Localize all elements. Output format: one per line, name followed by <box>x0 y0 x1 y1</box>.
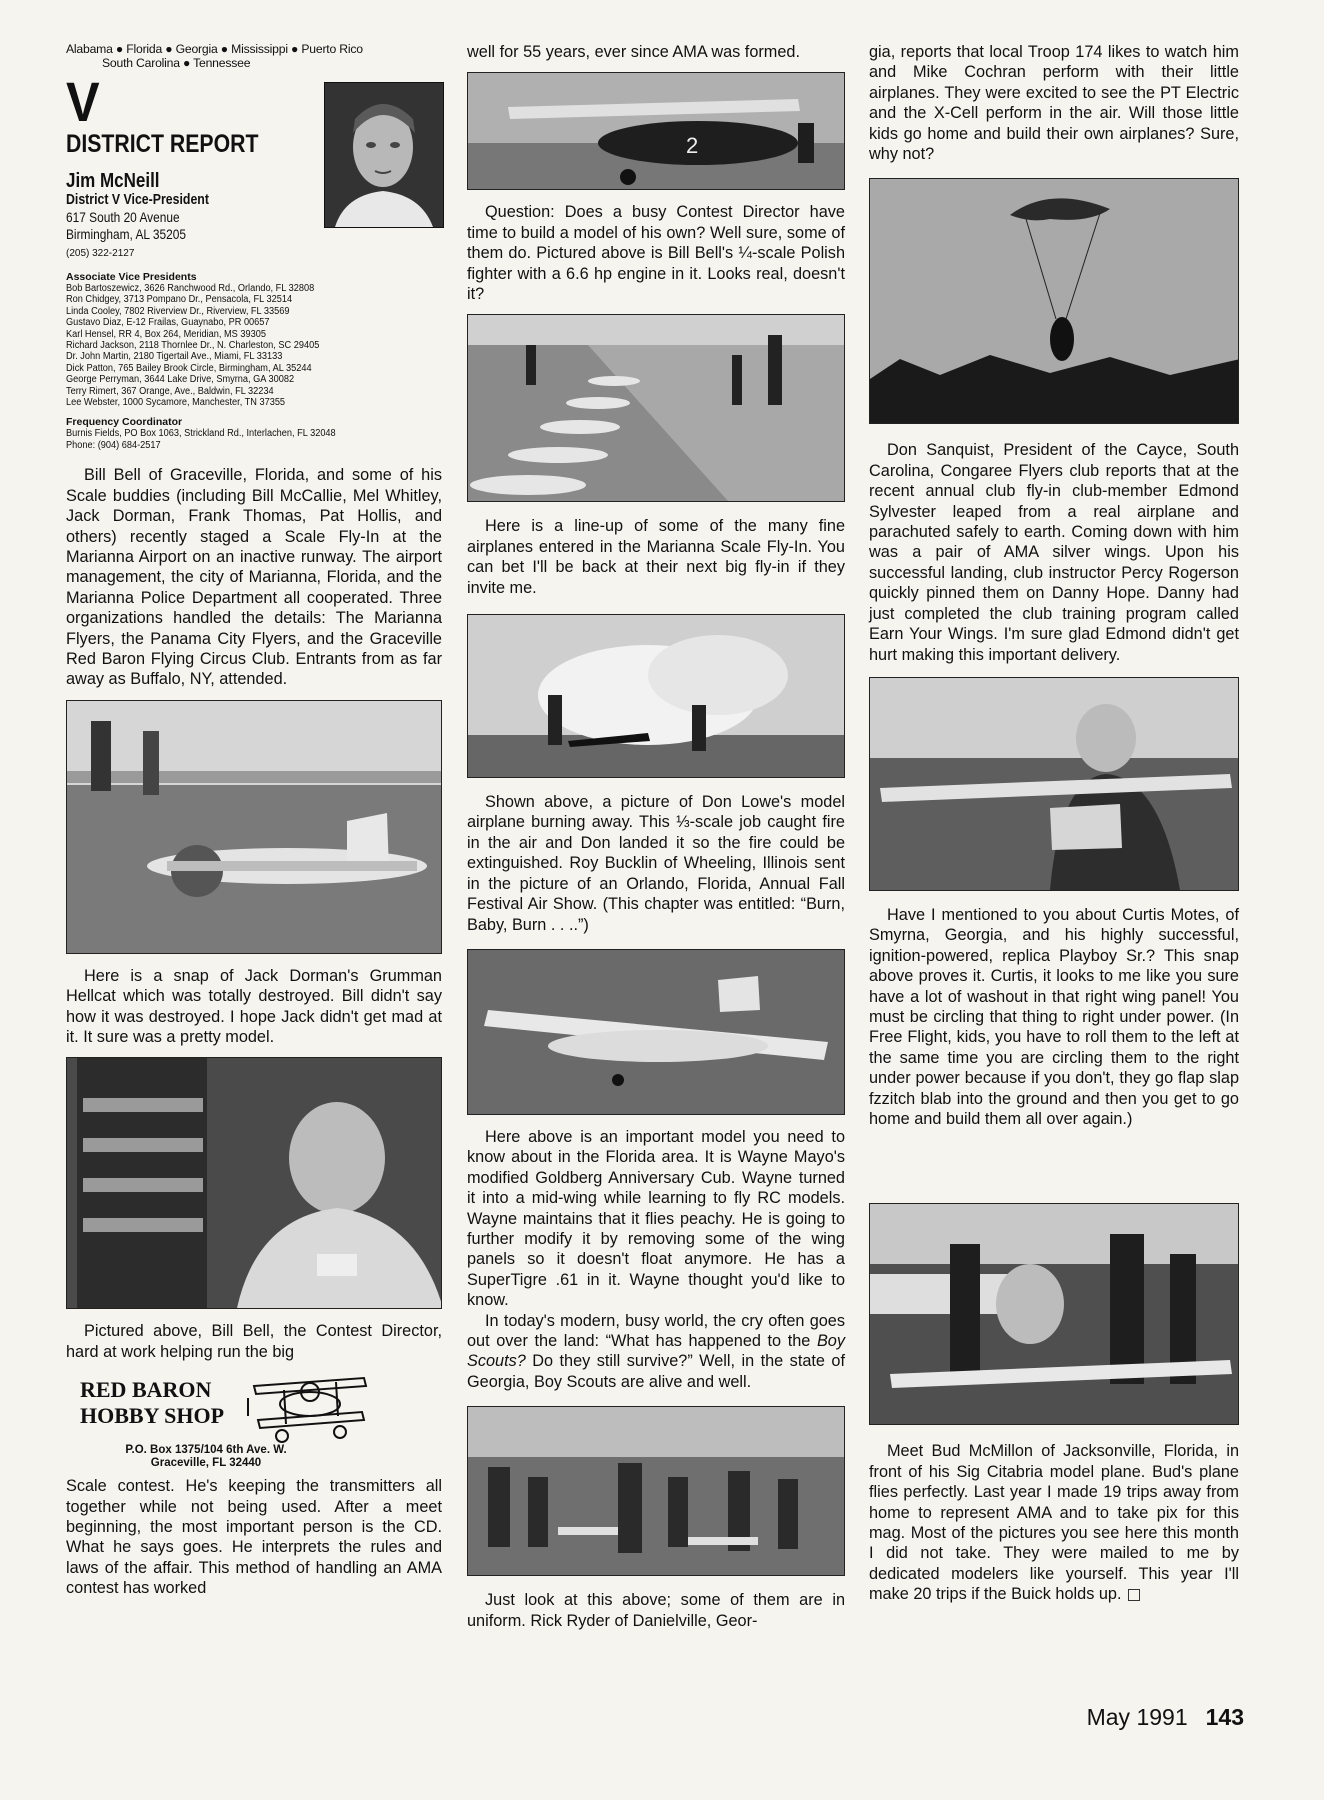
bill-bell-photo <box>66 1057 442 1309</box>
associate-vp: Richard Jackson, 2118 Thornlee Dr., N. Charleston, SC 29405 <box>66 340 320 352</box>
frequency-address: Burnis Fields, PO Box 1063, Strickland Rd., Interlachen, FL 32048 <box>66 428 336 440</box>
issue-date: May 1991 <box>1086 1704 1188 1730</box>
red-baron-ad <box>66 1368 442 1472</box>
associate-vp: Terry Rimert, 367 Orange, Ave., Baldwin, FL 32234 <box>66 385 274 397</box>
ad-address-2: Graceville, FL 32440 <box>150 1457 262 1470</box>
bud-mcmillon-photo <box>869 1203 1239 1425</box>
burning-model-photo <box>467 614 845 778</box>
lineup-photo <box>467 314 845 502</box>
playboy-photo <box>869 677 1239 891</box>
intro-paragraph: Bill Bell of Graceville, Florida, and some of his Scale buddies (including Bill McCallie, Mel Whitley, Jack Dorman, Frank Thomas, Pat Hollis, and others) recently staged a Scale Fly-In at the Marianna Airport on an inactive runway. The airport management, the city of Marianna, Florida, and the Marianna Police Department all cooperated. Three organizations handled the details: The Marianna Flyers, the Panama City Flyers, and the Graceville Red Baron Flying Circus Club. Entrants from as far away as Buffalo, NY, attended. <box>66 466 442 689</box>
vp-headshot-photo <box>324 82 444 228</box>
associate-vp: Bob Bartoszewicz, 3626 Ranchwood Rd., Orlando, FL 32808 <box>66 283 315 294</box>
parachute-caption: Don Sanquist, President of the Cayce, South Carolina, Congaree Flyers club reports that at the recent annual club fly-in club-member Edmond Sylvester leaped from a real airplane and parachuted safely to earth. Coming down with him was a pair of AMA silver wings. Upon his successful landing, club instructor Percy Rogerson quickly pinned them on Danny Hope. Danny had just completed the club training program called Earn Your Wings. I'm sure glad Edmond didn't get hurt making this important delivery. <box>869 441 1239 664</box>
col3-continued-text: gia, reports that local Troop 174 likes to watch him and Mike Cochran perform with their little airplanes. They were excited to see the PT Electric and the X-Cell perform in the air. Will those little kids go home and build their own airplanes? Sure, why not? <box>869 43 1239 164</box>
polish-fighter-caption: Question: Does a busy Contest Director have time to build a model of his own? Well sure, some of them do. Pictured above is Bill Bell's ¼-scale Polish fighter with a 6.6 hp engine in it. Looks real, doesn't it? <box>467 203 845 304</box>
district-number: V <box>66 70 100 133</box>
parachute-photo <box>869 178 1239 424</box>
boy-scouts-photo <box>467 1406 845 1576</box>
vp-address-1: 617 South 20 Avenue <box>66 209 180 225</box>
column-3 <box>869 42 1239 1605</box>
vp-address-2: Birmingham, AL 35205 <box>66 226 186 242</box>
biplane-logo-icon <box>244 1368 374 1446</box>
hellcat-caption: Here is a snap of Jack Dorman's Grumman Hellcat which was totally destroyed. Bill didn't say how it was destroyed. I hope Jack didn't get mad at it. It sure was a pretty model. <box>66 966 442 1046</box>
column-2 <box>467 42 845 1631</box>
ad-address-1: P.O. Box 1375/104 6th Ave. W. <box>125 1444 287 1457</box>
page-footer <box>1087 1704 1244 1731</box>
bill-bell-continued: Scale contest. He's keeping the transmitters all together while not being used. After a meet beginning, the most important person is the CD. What he says goes. He interprets the rules and laws of the affair. This method of handling an AMA contest has worked <box>66 1477 442 1598</box>
frequency-phone: Phone: (904) 684-2517 <box>66 439 161 451</box>
playboy-caption: Have I mentioned to you about Curtis Motes, of Smyrna, Georgia, and his highly successful, ignition-powered, replica Playboy Sr.? This snap above proves it. Curtis, it looks to me like you sure have a lot of washout in that right wing panel! You must be circling that thing to right under power. (In Free Flight, kids, you have to roll them to the left at the same time you are circling them to the right under power because if you don't, they go flap slap fzzitch blab into the ground and then you get to go home and build them all over again.) <box>869 905 1239 1128</box>
polish-fighter-photo <box>467 72 845 190</box>
vp-phone: (205) 322-2127 <box>66 248 135 259</box>
vp-name: Jim McNeill <box>66 170 160 192</box>
hellcat-photo <box>66 700 442 954</box>
ad-name-line-2: HOBBY SHOP <box>80 1403 225 1429</box>
associate-vp: Dr. John Martin, 2180 Tigertail Ave., Miami, FL 33133 <box>66 351 283 363</box>
states-line-2: South Carolina ● Tennessee <box>102 56 251 70</box>
frequency-heading: Frequency Coordinator <box>66 416 183 429</box>
page-title: DISTRICT REPORT <box>66 130 259 158</box>
scouts-text-1: In today's modern, busy world, the cry often goes out over the land: “What has happened to the <box>467 1311 845 1350</box>
bud-caption-text: Meet Bud McMillon of Jacksonville, Florida, in front of his Sig Citabria model plane. Bud's plane flies perfectly. Last year I made 19 trips away from home to represent AMA and to take pix for this mag. Most of the pictures you see here this month I did not take. They were mailed to me by dedicated modelers like yourself. This year I'll make 20 trips if the Buick holds up. <box>869 1442 1239 1604</box>
svg-text:2: 2 <box>686 133 699 159</box>
boy-scouts-caption: Just look at this above; some of them are in uniform. Rick Ryder of Danielville, Geor- <box>467 1591 845 1630</box>
associate-vp: Karl Hensel, RR 4, Box 264, Meridian, MS 39305 <box>66 328 266 340</box>
bill-bell-caption: Pictured above, Bill Bell, the Contest Director, hard at work helping run the big <box>66 1322 442 1361</box>
page-number: 143 <box>1205 1704 1244 1730</box>
col2-continued-text: well for 55 years, ever since AMA was formed. <box>467 43 800 61</box>
end-mark-icon <box>1128 1589 1140 1601</box>
ad-name-line-1: RED BARON <box>80 1377 212 1403</box>
associate-vp: Ron Chidgey, 3713 Pompano Dr., Pensacola, FL 32514 <box>66 294 293 306</box>
associate-vp: Dick Patton, 765 Bailey Brook Circle, Birmingham, AL 35244 <box>66 362 312 374</box>
burning-model-caption: Shown above, a picture of Don Lowe's model airplane burning away. This ⅓-scale job caught fire in the air and Don landed it so the fire could be extinguished. Roy Bucklin of Wheeling, Illinois sent in the picture of an Orlando, Florida, Annual Fall Festival Air Show. (This chapter was entitled: “Burn, Baby, Burn . . ..”) <box>467 793 845 934</box>
associate-vp: George Perryman, 3644 Lake Drive, Smyrna, GA 30082 <box>66 374 295 386</box>
vp-role: District V Vice-President <box>66 192 209 208</box>
cub-photo <box>467 949 845 1115</box>
boy-scouts-paragraph <box>467 1311 845 1393</box>
column-1 <box>66 42 442 1599</box>
associates-heading: Associate Vice Presidents <box>66 271 197 283</box>
lineup-caption: Here is a line-up of some of the many fine airplanes entered in the Marianna Scale Fly-In. You can bet I'll be back at their next big fly-in if they invite me. <box>467 517 845 597</box>
associate-vp: Lee Webster, 1000 Sycamore, Manchester, TN 37355 <box>66 397 286 409</box>
associate-vp: Linda Cooley, 7802 Riverview Dr., Riverview, FL 33569 <box>66 305 290 317</box>
scouts-text-2: Do they still survive?” Well, in the state of Georgia, Boy Scouts are alive and well. <box>467 1352 845 1391</box>
states-line-1: Alabama ● Florida ● Georgia ● Mississippi ● Puerto Rico <box>66 42 363 56</box>
associate-vp: Gustavo Diaz, E-12 Frailas, Guaynabo, PR 00657 <box>66 317 270 329</box>
cub-caption: Here above is an important model you need to know about in the Florida area. It is Wayne Mayo's modified Goldberg Anniversary Cub. Wayne turned it into a mid-wing while learning to fly RC models. Wayne maintains that it flies peachy. He is going to further modify it by removing some of the wing panels so it doesn't float anymore. He has a SuperTigre .61 in it. Wayne thought you'd like to know. <box>467 1127 845 1310</box>
scouts-emphasis: Boy Scouts? <box>467 1331 845 1371</box>
bud-mcmillon-caption <box>869 1441 1239 1604</box>
